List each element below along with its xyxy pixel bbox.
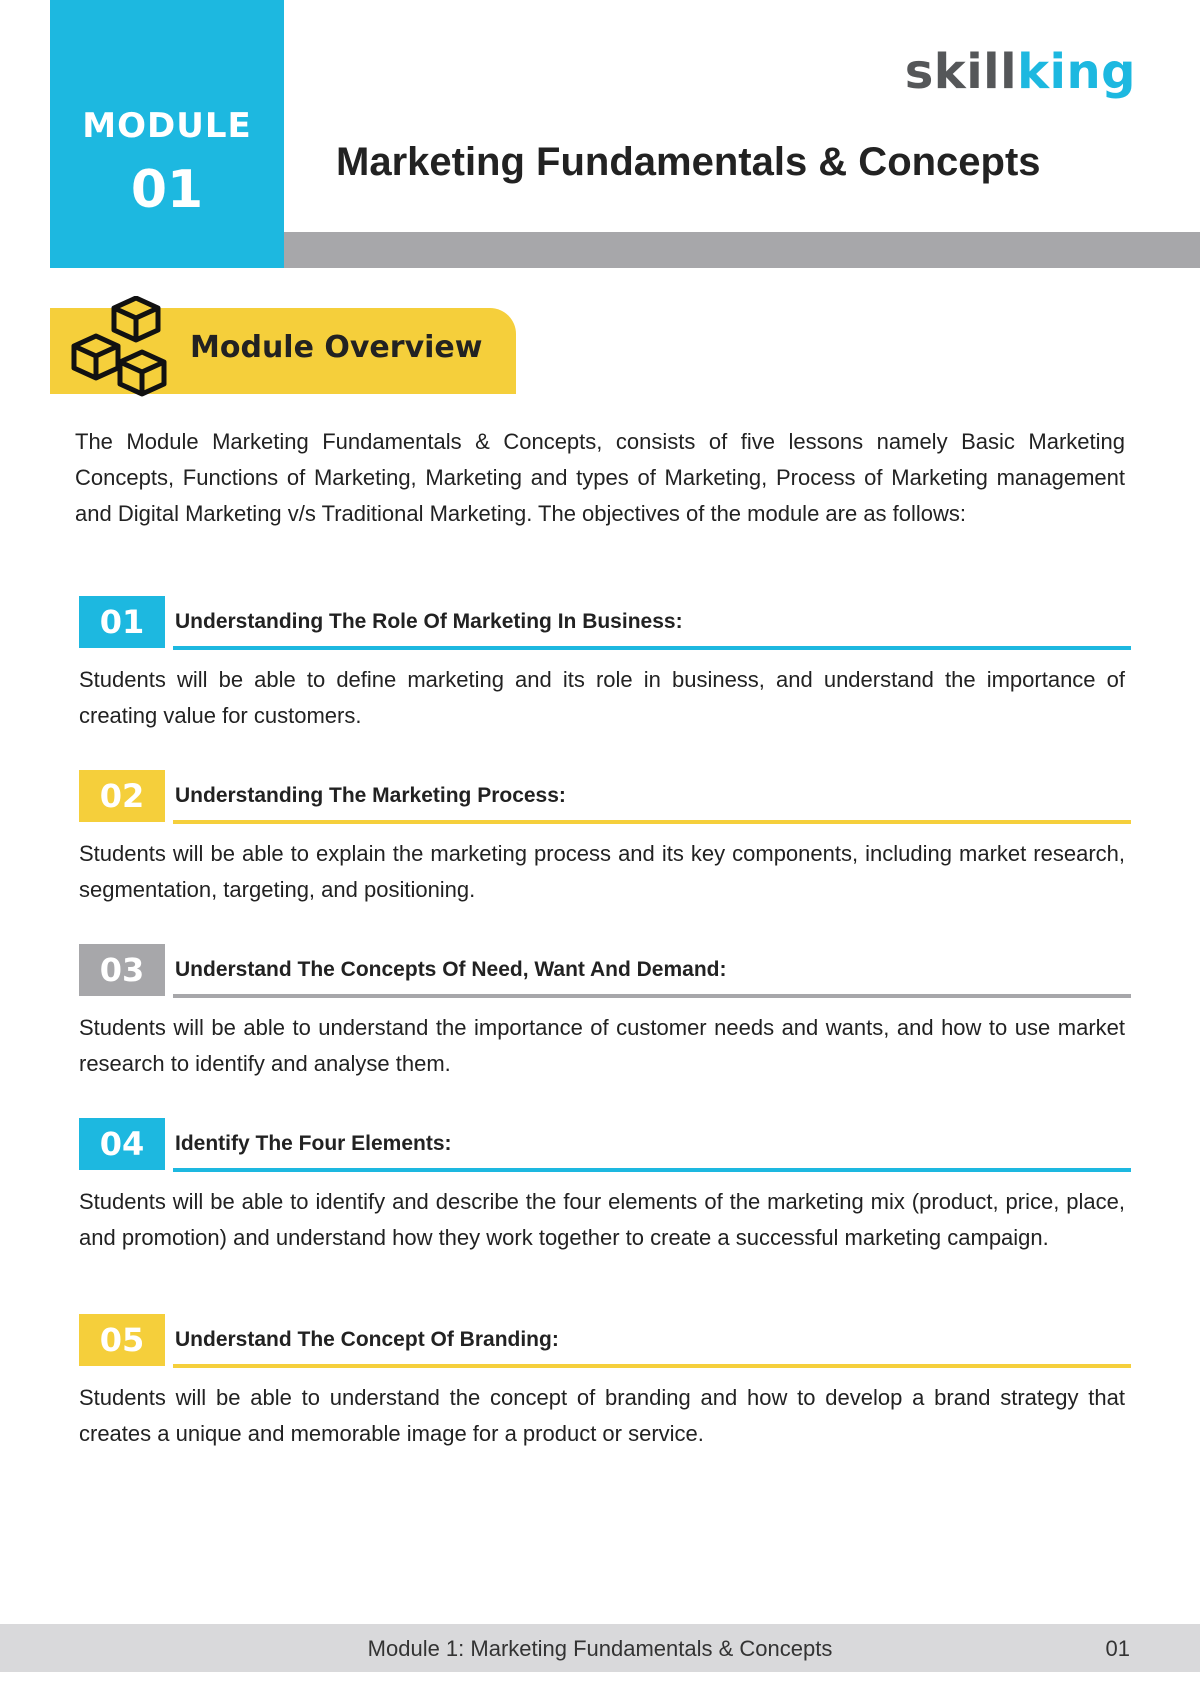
objective-underline <box>173 820 1131 824</box>
objective-underline <box>173 1364 1131 1368</box>
objective-number-badge: 04 <box>79 1118 165 1170</box>
objective-underline <box>173 994 1131 998</box>
objective-underline <box>173 1168 1131 1172</box>
objective-underline <box>173 646 1131 650</box>
section-heading: Module Overview <box>190 330 483 365</box>
module-badge <box>50 0 284 268</box>
page-title: Marketing Fundamentals & Concepts <box>336 140 1041 184</box>
objective-number-badge: 02 <box>79 770 165 822</box>
module-number: 01 <box>130 160 204 220</box>
objective-description: Students will be able to identify and describe the four elements of the marketing mix (product, price, place, and promotion) and understand how they work together to create a successful marketing campaign. <box>79 1189 1125 1250</box>
objective-description: Students will be able to understand the concept of branding and how to develop a brand strategy that creates a unique and memorable image for a product or service. <box>79 1385 1125 1446</box>
header-divider-bar <box>284 232 1200 268</box>
objective-title: Understanding The Role Of Marketing In Business: <box>175 610 683 633</box>
objective-title: Understanding The Marketing Process: <box>175 784 566 807</box>
footer-title: Module 1: Marketing Fundamentals & Concepts <box>367 1636 833 1661</box>
objective-description: Students will be able to define marketing and its role in business, and understand the importance of creating value for customers. <box>79 667 1125 728</box>
objective-title: Understand The Concept Of Branding: <box>175 1328 559 1351</box>
objective-description: Students will be able to explain the marketing process and its key components, including market research, segmentation, targeting, and positioning. <box>79 841 1125 902</box>
objective-title: Identify The Four Elements: <box>175 1132 452 1155</box>
objective-number-badge: 01 <box>79 596 165 648</box>
page-number: 01 <box>1105 1636 1130 1661</box>
brand-logo-part1: skill <box>904 44 1018 100</box>
brand-logo <box>905 44 1136 100</box>
module-label: MODULE <box>82 106 252 146</box>
objective-number-badge: 05 <box>79 1314 165 1366</box>
overview-intro-paragraph: The Module Marketing Fundamentals & Concepts, consists of five lessons namely Basic Marketing Concepts, Functions of Marketing, Marketing and types of Marketing, Process of Marketing management and Digital Marketing v/s Traditional Marketing. The objectives of the module are as follows: <box>75 429 1125 526</box>
cubes-icon <box>66 296 178 408</box>
objective-title: Understand The Concepts Of Need, Want And Demand: <box>175 958 727 981</box>
objective-number-badge: 03 <box>79 944 165 996</box>
objective-description: Students will be able to understand the importance of customer needs and wants, and how to use market research to identify and analyse them. <box>79 1015 1125 1076</box>
brand-logo-part2: king <box>1017 44 1136 100</box>
